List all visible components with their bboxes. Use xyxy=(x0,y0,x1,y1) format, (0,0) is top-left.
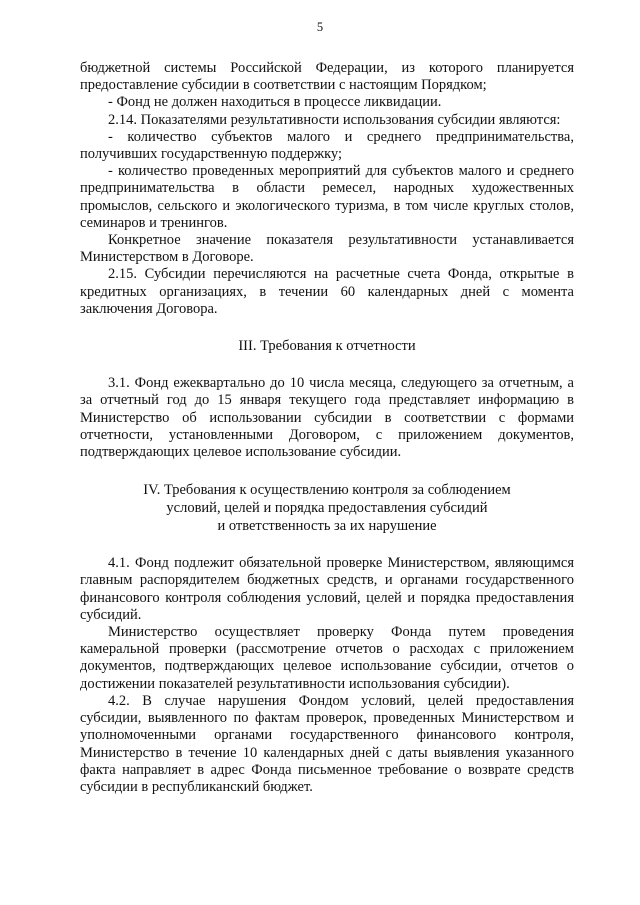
section-heading-iv-line-3: и ответственность за их нарушение xyxy=(217,518,437,535)
paragraph-4-2: 4.2. В случае нарушения Фондом условий, целей предоставления субсидии, выявленного по фактам проверок, проведенных Министерством и уполномоченными органами государственного финансового контроля, Министерство в течение 10 календарных дней с даты выявления указанного факта направляет в адрес Фонда письменное требование о возврате средств субсидии в республиканский бюджет. xyxy=(80,692,574,795)
paragraph-3-1: 3.1. Фонд ежеквартально до 10 числа месяца, следующего за отчетным, а за отчетный год до 15 января текущего года представляет информацию в Министерство об использовании субсидии в соответствии с формами отчетности, установленными Договором, с приложением документов, подтверждающих целевое использование субсидии. xyxy=(80,375,574,461)
section-heading-iii: III. Требования к отчетности xyxy=(238,338,416,355)
paragraph-4-1: 4.1. Фонд подлежит обязательной проверке Министерством, являющимся главным распорядителем бюджетных средств, и органами государственного финансового контроля соблюдения условий, целей и порядка предоставления субсидий. xyxy=(80,555,574,623)
paragraph-indicator-value: Конкретное значение показателя результативности устанавливается Министерством в Договоре. xyxy=(80,232,574,266)
paragraph-indicator-subjects: - количество субъектов малого и среднего предпринимательства, получивших государственную поддержку; xyxy=(80,128,574,163)
section-heading-iv xyxy=(80,481,574,535)
paragraph-liquidation-condition: - Фонд не должен находиться в процессе ликвидации. xyxy=(108,94,442,111)
section-heading-iv-line-1: IV. Требования к осуществлению контроля за соблюдением xyxy=(143,482,511,499)
paragraph-budget-system: бюджетной системы Российской Федерации, из которого планируется предоставление субсидии в соответствии с настоящим Порядком; xyxy=(80,60,574,94)
section-heading-iv-line-2: условий, целей и порядка предоставления субсидий xyxy=(166,500,488,517)
paragraph-2-15: 2.15. Субсидии перечисляются на расчетные счета Фонда, открытые в кредитных организациях, в течении 60 календарных дней с момента заключения Договора. xyxy=(80,266,574,317)
paragraph-ministry-check: Министерство осуществляет проверку Фонда путем проведения камеральной проверки (рассмотрение отчетов о расходах с приложением документов, подтверждающих целевое использование субсидии, отчетов о достижении показателей результативности использования субсидии). xyxy=(80,624,574,692)
paragraph-2-14: 2.14. Показателями результативности использования субсидии являются: xyxy=(108,111,561,128)
paragraph-indicator-events: - количество проведенных мероприятий для субъектов малого и среднего предпринимательства в области ремесел, народных художественных промыслов, сельского и экологического туризма, в том числе круглых столов, семинаров и тренингов. xyxy=(80,163,574,231)
document-body xyxy=(80,60,574,796)
page-number: 5 xyxy=(316,20,324,34)
